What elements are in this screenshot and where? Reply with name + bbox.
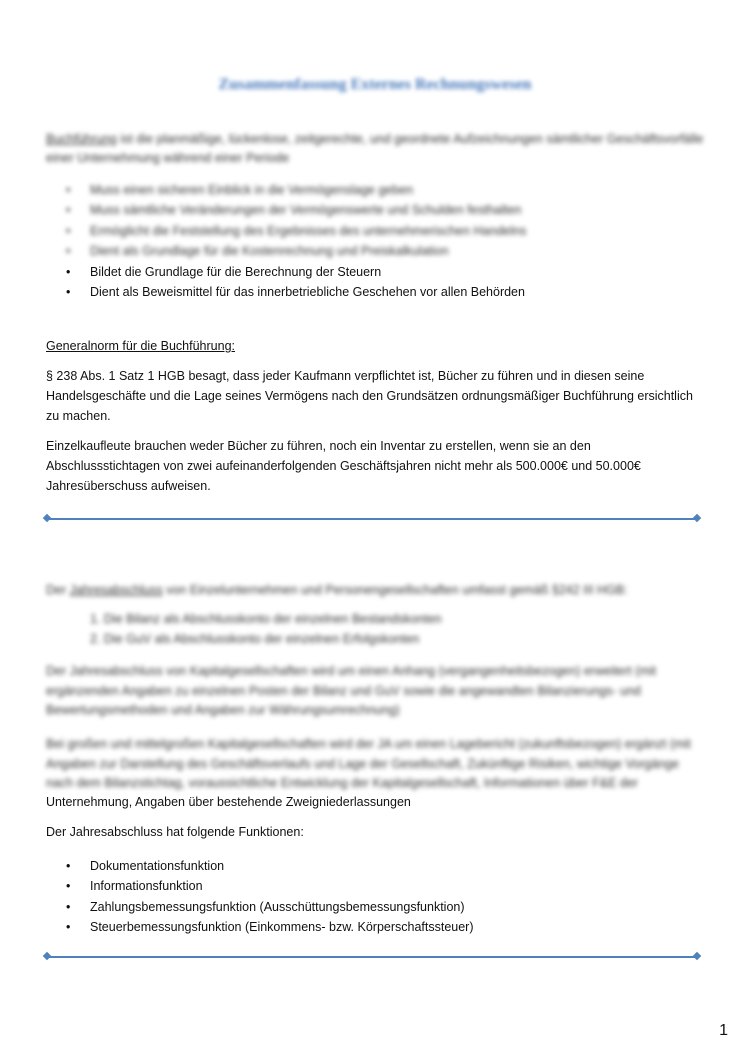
buchfuehrung-bullets: [46, 180, 696, 302]
list-item: 1. Die Bilanz als Abschlusskonto der einzelnen Bestandskonten: [90, 612, 442, 626]
buchfuehrung-term: Buchführung: [46, 132, 117, 146]
list-item: • Zahlungsbemessungsfunktion (Ausschüttungsbemessungsfunktion): [46, 897, 696, 917]
list-item: • Dient als Beweismittel für das innerbetriebliche Geschehen vor allen Behörden: [46, 282, 696, 302]
intro-text: von Einzelunternehmen und Personengesellschaften umfasst gemäß §242 III HGB:: [166, 583, 628, 597]
lagebericht-paragraph: Bei großen und mittelgroßen Kapitalgesellschaften wird der JA um einen Lagebericht (zukunftsbezogen) ergänzt (mit Angaben zur Darstellung des Geschäftsverlaufs und Lage der Gesellschaft, Zukünftige Risiken, wichtige Vorgänge nach dem Bilanzstichtag, voraussichtliche Entwicklung der Kapitalgesellschaft, Informationen über F&E der: [46, 737, 691, 790]
functions-heading: Der Jahresabschluss hat folgende Funktionen:: [46, 825, 304, 839]
list-item: 2. Die GuV als Abschlusskonto der einzelnen Erfolgskonten: [90, 631, 420, 646]
generalnorm-heading: Generalnorm für die Buchführung:: [46, 339, 235, 353]
list-item: • Dokumentationsfunktion: [46, 856, 696, 876]
document-title: Zusammenfassung Externes Rechnungswesen: [218, 76, 532, 93]
anhang-paragraph: Der Jahresabschluss von Kapitalgesellschaften wird um einen Anhang (vergangenheitsbezogen) erweitert (mit ergänzenden Angaben zu einzelnen Posten der Bilanz und GuV sowie die angewandten Bilanzierungs- und Bewertungsmethoden und Angaben zur Währungsumrechnung): [46, 664, 657, 717]
functions-list: [46, 856, 696, 938]
einzelkaufleute-paragraph: Einzelkaufleute brauchen weder Bücher zu führen, noch ein Inventar zu erstellen, wenn sie an den Abschlussstichtagen von zwei aufeinanderfolgenden Geschäftsjahren nicht mehr als 500.000€ und 50.000€ Jahresüberschuss aufweisen.: [46, 439, 641, 493]
list-item: • Steuerbemessungsfunktion (Einkommens- bzw. Körperschaftssteuer): [46, 917, 696, 937]
jahresabschluss-numbered-list: [46, 610, 696, 649]
section-divider: [44, 952, 700, 962]
list-item: • Ermöglicht die Feststellung des Ergebnisses des unternehmerischen Handelns: [46, 221, 696, 241]
buchfuehrung-definition: [46, 130, 706, 168]
page-number: 1: [719, 1022, 728, 1039]
lagebericht-last-line: Unternehmung, Angaben über bestehende Zweigniederlassungen: [46, 795, 411, 809]
intro-prefix: Der: [46, 583, 67, 597]
list-item: • Muss einen sicheren Einblick in die Vermögenslage geben: [46, 180, 696, 200]
buchfuehrung-definition-text: ist die planmäßige, lückenlose, zeitgerechte, und geordnete Aufzeichnungen sämtlicher Geschäftsvorfälle einer Unternehmung während einer Periode: [46, 132, 704, 165]
list-item: • Bildet die Grundlage für die Berechnung der Steuern: [46, 262, 696, 282]
section-divider: [44, 514, 700, 524]
list-item: • Muss sämtliche Veränderungen der Vermögenswerte und Schulden festhalten: [46, 200, 696, 220]
list-item: • Dient als Grundlage für die Kostenrechnung und Preiskalkulation: [46, 241, 696, 261]
jahresabschluss-term: Jahresabschluss: [69, 583, 163, 597]
hgb-paragraph: § 238 Abs. 1 Satz 1 HGB besagt, dass jeder Kaufmann verpflichtet ist, Bücher zu führen und in diesen seine Handelsgeschäfte und die Lage seines Vermögens nach den Grundsätzen ordnungsmäßiger Buchführung ersichtlich zu machen.: [46, 369, 693, 423]
list-item: • Informationsfunktion: [46, 876, 696, 896]
jahresabschluss-intro: [46, 580, 706, 600]
